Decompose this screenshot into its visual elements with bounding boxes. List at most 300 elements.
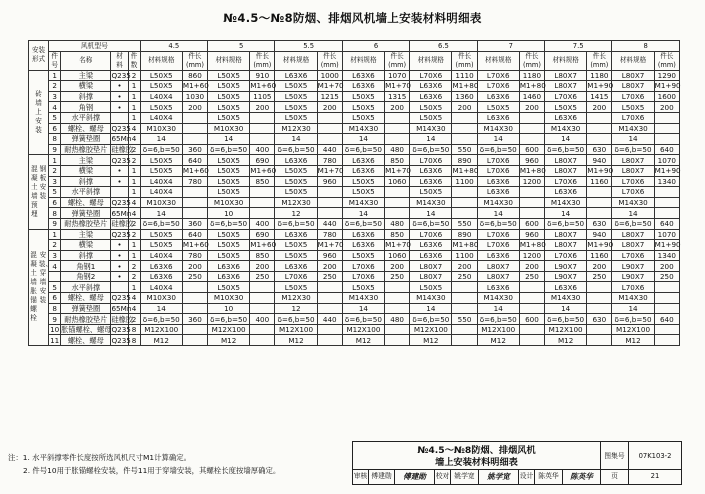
cell-spec: 14 — [477, 303, 519, 314]
cell-spec: M12 — [140, 335, 182, 346]
cell-spec: L50X5 — [208, 187, 250, 198]
cell-spec: M12X100 — [410, 324, 452, 335]
cell-length — [385, 208, 410, 219]
cell-length: M1+90 — [654, 240, 681, 250]
materials-table — [28, 40, 680, 346]
cell-spec: L80X7 — [612, 155, 654, 166]
cell-length: 1600 — [654, 91, 679, 102]
cell-length: 1160 — [587, 176, 612, 187]
cell-length — [587, 208, 612, 219]
cell-length: M1+70 — [385, 166, 412, 176]
cell-spec: L63X6 — [208, 261, 250, 272]
cell-spec: δ=6,b=50 — [410, 218, 452, 229]
cell-spec: L63X6 — [410, 250, 452, 261]
cell-seq: 6 — [49, 197, 61, 208]
cell-spec: L63X6 — [477, 250, 519, 261]
cell-length: 200 — [250, 102, 275, 113]
cell-name: 水平斜撑 — [61, 187, 111, 198]
cell-spec: L40X4 — [140, 187, 182, 198]
cell-length: 360 — [182, 314, 207, 325]
cell-spec: M14X30 — [545, 197, 587, 208]
cell-count: 1 — [128, 176, 140, 187]
cell-length — [317, 112, 342, 123]
cell-spec: L63X6 — [545, 112, 587, 123]
section-label-main: 混凝土墙预埋 — [30, 164, 38, 218]
cell-spec: 14 — [410, 208, 452, 219]
cell-spec: M14X30 — [612, 197, 654, 208]
cell-length: M1+70 — [385, 81, 412, 91]
cell-length — [587, 197, 612, 208]
cell-length — [654, 335, 679, 346]
cell-spec: L50X5 — [140, 155, 182, 166]
table-row — [29, 282, 680, 293]
cell-length: 200 — [182, 102, 207, 113]
table-row — [29, 176, 680, 187]
cell-name: 角钢2 — [61, 271, 111, 282]
cell-length — [317, 123, 342, 134]
cell-spec: M12X100 — [342, 324, 384, 335]
cell-spec: M14X30 — [342, 197, 384, 208]
cell-spec: L63X6 — [342, 229, 384, 240]
cell-seq: 9 — [49, 314, 61, 325]
header-seq: 件号 — [49, 51, 61, 70]
cell-length — [182, 282, 207, 293]
cell-length: 910 — [250, 70, 275, 81]
cell-length — [182, 112, 207, 123]
cell-material: 65Mn — [111, 303, 132, 313]
cell-length: 1060 — [385, 250, 410, 261]
cell-spec: 14 — [342, 134, 384, 145]
cell-seq: 9 — [49, 144, 61, 155]
table-row — [29, 261, 680, 272]
cell-spec: δ=6,b=50 — [140, 218, 182, 229]
cell-spec: L63X6 — [208, 271, 250, 282]
cell-count: 1 — [128, 165, 140, 176]
cell-length: M1+80 — [519, 166, 546, 176]
cell-spec: 14 — [410, 303, 452, 314]
cell-spec: 14 — [545, 134, 587, 145]
cell-spec: δ=6,b=50 — [612, 144, 654, 155]
cell-seq: 8 — [49, 134, 61, 145]
cell-length — [317, 208, 342, 219]
cell-spec: δ=6,b=50 — [275, 314, 317, 325]
cell-length: M1+60 — [182, 81, 209, 91]
cell-spec: L80X7 — [477, 261, 519, 272]
cell-spec: δ=6,b=50 — [140, 144, 182, 155]
cell-spec: L50X5 — [140, 165, 182, 176]
cell-count: 1 — [128, 112, 140, 123]
cell-material: Q235 — [111, 335, 131, 345]
cell-length: 850 — [250, 250, 275, 261]
cell-spec: M14X30 — [477, 293, 519, 304]
cell-seq: 6 — [49, 293, 61, 304]
cell-name: 耐热橡胶垫片 — [61, 314, 111, 325]
cell-length — [452, 187, 477, 198]
cell-spec: L70X6 — [342, 271, 384, 282]
cell-length: 440 — [317, 144, 342, 155]
cell-spec: δ=6,b=50 — [342, 314, 384, 325]
cell-spec: M12X30 — [275, 197, 317, 208]
cell-spec: L63X6 — [545, 282, 587, 293]
cell-material: 硅橡胶 — [111, 314, 134, 324]
cell-length — [317, 197, 342, 208]
cell-length: 1360 — [452, 91, 477, 102]
cell-spec: M12X30 — [275, 123, 317, 134]
cell-spec: L50X5 — [410, 102, 452, 113]
table-row — [29, 229, 680, 240]
cell-spec: L63X6 — [140, 261, 182, 272]
cell-length: 1105 — [250, 91, 275, 102]
cell-length: 200 — [385, 261, 410, 272]
cell-name: 斜撑 — [61, 176, 111, 187]
cell-name: 主梁 — [61, 155, 111, 166]
cell-name: 角钢 — [61, 102, 111, 113]
cell-spec: L50X5 — [275, 112, 317, 123]
cell-spec: L50X5 — [545, 102, 587, 113]
cell-length — [452, 293, 477, 304]
cell-length: 850 — [385, 229, 410, 240]
cell-count: 2 — [128, 271, 140, 282]
cell-length: 200 — [385, 102, 410, 113]
cell-length: 850 — [385, 155, 410, 166]
cell-spec: L50X5 — [342, 102, 384, 113]
cell-length — [519, 324, 544, 335]
cell-length: M1+60 — [250, 240, 277, 250]
cell-spec: L50X5 — [275, 165, 317, 176]
cell-spec: L63X6 — [477, 112, 519, 123]
cell-length — [385, 187, 410, 198]
cell-length: 640 — [182, 229, 207, 240]
reviewer-name: 傅建勋 — [369, 470, 395, 484]
review-label: 审核 — [353, 470, 369, 484]
cell-length: M1+60 — [182, 240, 209, 250]
table-row — [29, 187, 680, 198]
cell-spec: L90X7 — [545, 271, 587, 282]
header-length: 件长(mm) — [182, 51, 207, 70]
cell-count: 8 — [128, 324, 140, 335]
header-spec: 材料规格 — [545, 51, 587, 70]
cell-spec: L70X6 — [410, 70, 452, 81]
cell-spec: M14X30 — [477, 197, 519, 208]
cell-spec: L50X5 — [275, 176, 317, 187]
table-row — [29, 250, 680, 261]
cell-spec: M10X30 — [140, 293, 182, 304]
header-size-5: 7 — [477, 41, 544, 52]
cell-seq: 3 — [49, 250, 61, 261]
cell-spec: M14X30 — [410, 197, 452, 208]
cell-count: 1 — [128, 282, 140, 293]
cell-material: • — [111, 102, 128, 113]
table-row — [29, 144, 680, 155]
cell-length: 1160 — [587, 250, 612, 261]
cell-length — [519, 134, 544, 145]
cell-name: 弹簧垫圈 — [61, 134, 111, 145]
cell-spec: L50X5 — [275, 282, 317, 293]
cell-length: 1340 — [654, 176, 679, 187]
cell-spec: M12 — [208, 335, 250, 346]
cell-spec: M12 — [545, 335, 587, 346]
cell-length: M1+60 — [250, 81, 277, 91]
cell-length: 400 — [250, 144, 275, 155]
cell-spec: L63X6 — [275, 229, 317, 240]
cell-material: Q235 — [111, 198, 131, 208]
cell-material: Q235 — [111, 123, 131, 133]
cell-length: 250 — [317, 271, 342, 282]
cell-spec: L40X4 — [140, 112, 182, 123]
cell-length: M1+90 — [587, 81, 614, 91]
cell-material: • — [111, 261, 128, 272]
cell-length: M1+80 — [452, 240, 479, 250]
cell-material: Q235 — [111, 293, 131, 303]
table-row — [29, 112, 680, 123]
cell-length — [452, 303, 477, 314]
cell-name: 斜撑 — [61, 91, 111, 102]
cell-length: 200 — [519, 102, 544, 113]
cell-length: M1+80 — [452, 166, 479, 176]
cell-length — [182, 335, 207, 346]
cell-material: • — [111, 81, 128, 92]
header-spec: 材料规格 — [275, 51, 317, 70]
cell-spec: L50X5 — [275, 240, 317, 251]
cell-spec: 14 — [140, 208, 182, 219]
cell-length — [317, 335, 342, 346]
atlas-label: 图集号 — [601, 442, 629, 470]
cell-spec: L63X6 — [342, 70, 384, 81]
cell-length — [182, 303, 207, 314]
cell-name: 横梁 — [61, 240, 111, 251]
cell-length — [250, 123, 275, 134]
cell-length: 1110 — [452, 70, 477, 81]
header-spec: 材料规格 — [612, 51, 654, 70]
cell-spec: L50X5 — [410, 282, 452, 293]
cell-spec: L50X5 — [342, 112, 384, 123]
section-label — [29, 229, 53, 346]
cell-spec: L80X7 — [545, 70, 587, 81]
cell-spec: 14 — [612, 134, 654, 145]
cell-length — [250, 187, 275, 198]
cell-material: 65Mn — [111, 134, 132, 144]
cell-length: 1340 — [654, 250, 679, 261]
cell-count: 2 — [128, 314, 140, 325]
cell-length: M1+90 — [587, 166, 614, 176]
cell-spec: L63X6 — [410, 165, 452, 176]
cell-length — [385, 112, 410, 123]
cell-length: M1+90 — [654, 166, 681, 176]
cell-length — [519, 208, 544, 219]
cell-spec: δ=6,b=50 — [477, 218, 519, 229]
header-row-1 — [29, 41, 680, 52]
table-row — [29, 271, 680, 282]
cell-length: 640 — [182, 155, 207, 166]
cell-length: 780 — [317, 229, 342, 240]
header-size-3: 6 — [342, 41, 409, 52]
cell-length — [452, 112, 477, 123]
cell-seq: 4 — [49, 261, 61, 272]
section-label — [29, 155, 49, 229]
title-block — [352, 441, 682, 485]
cell-count: 4 — [128, 197, 140, 208]
cell-spec: L50X5 — [275, 250, 317, 261]
cell-spec: δ=6,b=50 — [275, 144, 317, 155]
cell-seq: 2 — [49, 165, 61, 176]
cell-spec: 14 — [477, 134, 519, 145]
cell-material — [111, 112, 128, 123]
cell-name: 螺栓、螺母 — [61, 197, 111, 208]
cell-length — [452, 134, 477, 145]
cell-length: 1200 — [519, 250, 544, 261]
cell-length — [654, 123, 679, 134]
cell-length — [452, 324, 477, 335]
cell-seq: 2 — [49, 240, 61, 251]
cell-seq: 3 — [49, 176, 61, 187]
cell-spec: L50X5 — [410, 112, 452, 123]
cell-material: • — [111, 176, 128, 187]
cell-length — [385, 335, 410, 346]
cell-seq: 5 — [49, 282, 61, 293]
cell-spec: L50X5 — [208, 229, 250, 240]
cell-spec: L90X7 — [612, 271, 654, 282]
cell-length: 1180 — [519, 70, 544, 81]
header-length: 件长(mm) — [250, 51, 275, 70]
cell-spec: δ=6,b=50 — [208, 144, 250, 155]
cell-length — [385, 324, 410, 335]
cell-length: 250 — [385, 271, 410, 282]
cell-spec: 12 — [275, 303, 317, 314]
cell-spec: L70X6 — [612, 112, 654, 123]
design-label: 设计 — [519, 470, 535, 484]
cell-length: M1+70 — [317, 81, 344, 91]
cell-length: 960 — [317, 176, 342, 187]
cell-length: 1000 — [317, 70, 342, 81]
cell-length: M1+80 — [519, 81, 546, 91]
cell-length: 1415 — [587, 91, 612, 102]
cell-length: 890 — [452, 155, 477, 166]
cell-seq: 8 — [49, 303, 61, 314]
cell-spec: L63X6 — [275, 261, 317, 272]
cell-spec: 14 — [208, 134, 250, 145]
cell-spec: L50X5 — [140, 240, 182, 251]
cell-length: M1+60 — [182, 166, 209, 176]
cell-count: 1 — [128, 240, 140, 251]
cell-length — [317, 324, 342, 335]
header-install-type: 安装形式 — [29, 41, 49, 71]
cell-count: 1 — [128, 81, 140, 92]
cell-spec: 14 — [140, 303, 182, 314]
cell-length: M1+70 — [385, 240, 412, 250]
cell-length: 440 — [317, 314, 342, 325]
cell-length: 200 — [519, 261, 544, 272]
cell-material: Q235 — [111, 229, 131, 239]
cell-length — [182, 123, 207, 134]
cell-length — [250, 197, 275, 208]
cell-length: 860 — [182, 70, 207, 81]
cell-spec: L63X6 — [477, 187, 519, 198]
cell-spec: δ=6,b=50 — [342, 144, 384, 155]
cell-spec: L70X6 — [410, 155, 452, 166]
cell-spec: L63X6 — [410, 81, 452, 92]
cell-spec: L70X6 — [477, 70, 519, 81]
cell-length: 960 — [519, 229, 544, 240]
cell-length: 690 — [250, 155, 275, 166]
cell-spec: L63X6 — [410, 240, 452, 251]
cell-name: 斜撑 — [61, 250, 111, 261]
cell-name: 螺栓、螺母 — [61, 123, 111, 134]
cell-name: 角钢1 — [61, 261, 111, 272]
cell-spec: L63X6 — [410, 91, 452, 102]
cell-count: 1 — [128, 187, 140, 198]
cell-name: 耐热橡胶垫片 — [61, 144, 111, 155]
cell-length — [317, 282, 342, 293]
cell-length: 960 — [519, 155, 544, 166]
cell-spec: L50X5 — [275, 102, 317, 113]
table-row — [29, 123, 680, 134]
cell-length — [587, 303, 612, 314]
cell-length — [654, 134, 679, 145]
cell-length — [654, 282, 679, 293]
table-row — [29, 293, 680, 304]
cell-spec: L50X5 — [208, 165, 250, 176]
cell-spec: L50X5 — [342, 282, 384, 293]
cell-seq: 2 — [49, 81, 61, 92]
cell-spec: M14X30 — [410, 293, 452, 304]
cell-material: 硅橡胶 — [111, 219, 134, 229]
cell-seq: 1 — [49, 229, 61, 240]
cell-length — [317, 134, 342, 145]
cell-length: 1215 — [317, 91, 342, 102]
page-title: №4.5～№8防烟、排烟风机墙上安装材料明细表 — [223, 11, 482, 25]
cell-length — [182, 187, 207, 198]
cell-count: 2 — [128, 144, 140, 155]
cell-count: 1 — [128, 102, 140, 113]
cell-spec: 10 — [208, 303, 250, 314]
cell-spec: 14 — [342, 303, 384, 314]
cell-material: • — [111, 240, 128, 251]
cell-length: 250 — [182, 271, 207, 282]
designer-name: 陈英华 — [535, 470, 563, 484]
cell-length: 400 — [250, 218, 275, 229]
cell-length — [654, 197, 679, 208]
cell-spec: L63X6 — [342, 81, 384, 92]
cell-name: 水平斜撑 — [61, 282, 111, 293]
cell-material: • — [111, 165, 128, 176]
cell-length — [519, 293, 544, 304]
header-length: 件长(mm) — [452, 51, 477, 70]
header-length: 件长(mm) — [385, 51, 410, 70]
cell-spec: L50X5 — [208, 81, 250, 92]
cell-spec: L50X5 — [342, 176, 384, 187]
cell-spec: L50X5 — [477, 102, 519, 113]
cell-spec: L80X7 — [545, 229, 587, 240]
cell-length — [587, 187, 612, 198]
cell-length: 1290 — [654, 70, 679, 81]
cell-spec: L63X6 — [140, 271, 182, 282]
cell-spec: L80X7 — [545, 81, 587, 92]
cell-name: 螺栓、螺母 — [61, 293, 111, 304]
cell-spec: L50X5 — [140, 102, 182, 113]
cell-spec: L50X5 — [208, 102, 250, 113]
header-size-6: 7.5 — [545, 41, 612, 52]
cell-spec: M12X100 — [140, 324, 182, 335]
cell-spec: L63X6 — [477, 91, 519, 102]
page-label: 页 — [601, 470, 629, 484]
cell-spec: L50X5 — [612, 102, 654, 113]
header-fan-model: 风机型号 — [49, 41, 141, 52]
cell-spec: L80X7 — [612, 165, 654, 176]
cell-length — [587, 293, 612, 304]
table-row — [29, 165, 680, 176]
table-row — [29, 335, 680, 346]
cell-count: 2 — [128, 261, 140, 272]
